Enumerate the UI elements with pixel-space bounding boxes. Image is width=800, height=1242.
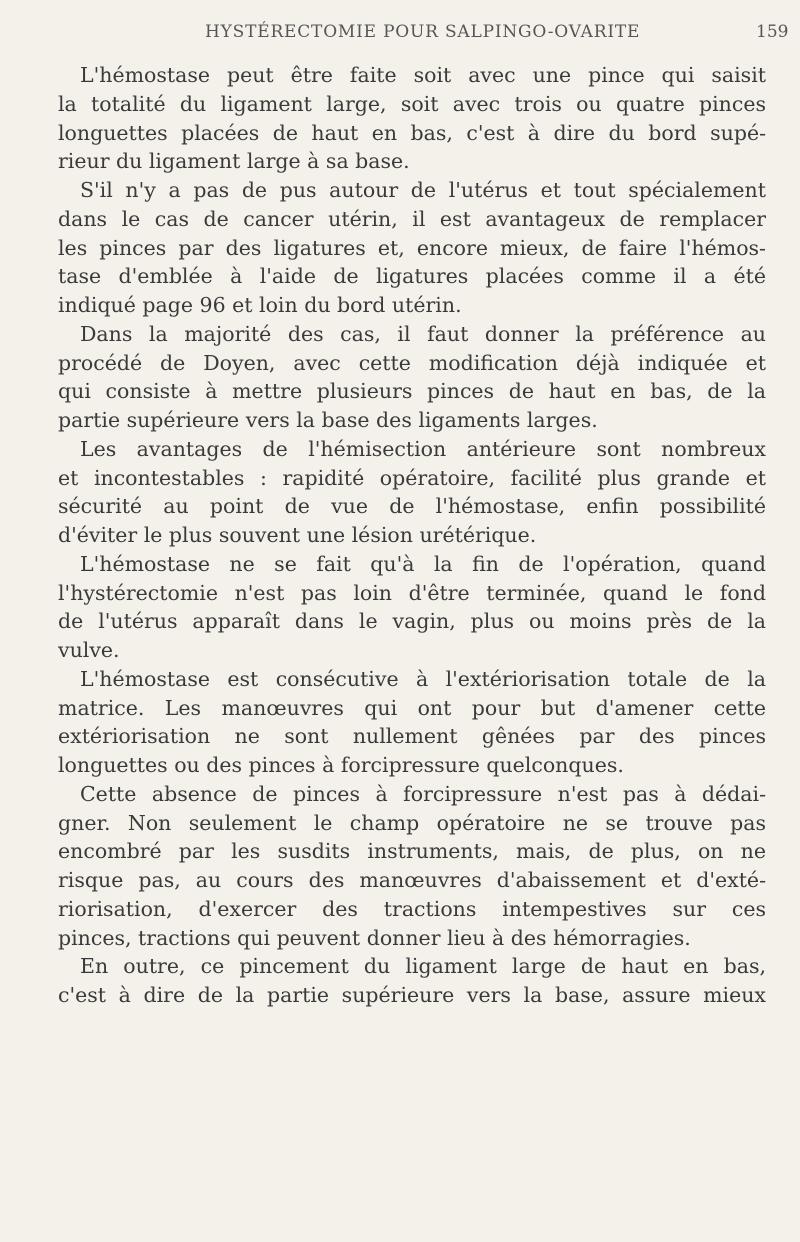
text-line-2: la totalité du ligament large, soit avec trois ou quatre pinces (58, 91, 766, 116)
text-line-29: risque pas, au cours des manœuvres d'abaissement et d'exté- (58, 868, 766, 892)
text-line-21: vulve. (58, 638, 120, 662)
text-line-26: Cette absence de pinces à forcipressure n'est pas à dédai- (80, 781, 766, 806)
text-line-33: c'est à dire de la partie supérieure vers la base, assure mieux (58, 983, 766, 1007)
text-line-18: L'hémostase ne se fait qu'à la fin de l'opération, quand (80, 551, 766, 576)
text-line-16: sécurité au point de vue de l'hémostase, enfin possibilité (58, 494, 766, 519)
text-line-11: procédé de Doyen, avec cette modification déjà indiquée et (58, 350, 766, 375)
text-line-12: qui consiste à mettre plusieurs pinces de haut en bas, de la (58, 379, 766, 404)
text-line-14: Les avantages de l'hémisection antérieure sont nombreux (80, 436, 766, 461)
text-line-25: longuettes ou des pinces à forcipressure quelconques. (58, 753, 624, 777)
running-head (0, 22, 800, 46)
text-line-30: riorisation, d'exercer des tractions intempestives sur ces (58, 896, 766, 921)
text-line-15: et incontestables : rapidité opératoire, facilité plus grande et (58, 465, 766, 490)
text-line-7: les pinces par des ligatures et, encore mieux, de faire l'hémos- (58, 235, 766, 260)
text-line-5: S'il n'y a pas de pus autour de l'utérus et tout spécialement (80, 178, 766, 202)
text-line-13: partie supérieure vers la base des ligaments larges. (58, 408, 598, 432)
text-line-1: L'hémostase peut être faite soit avec une pince qui saisit (80, 63, 766, 87)
text-line-24: extériorisation ne sont nullement gênées par des pinces (58, 724, 766, 749)
text-line-3: longuettes placées de haut en bas, c'est à dire du bord supé- (58, 120, 766, 145)
text-line-8: tase d'emblée à l'aide de ligatures placées comme il a été (58, 264, 766, 289)
text-line-27: gner. Non seulement le champ opératoire ne se trouve pas (58, 810, 766, 835)
running-title: HYSTÉRECTOMIE POUR SALPINGO-OVARITE (205, 22, 641, 42)
text-line-6: dans le cas de cancer utérin, il est avantageux de remplacer (58, 206, 766, 231)
text-line-31: pinces, tractions qui peuvent donner lieu à des hémorragies. (58, 925, 691, 950)
text-line-22: L'hémostase est consécutive à l'extériorisation totale de la (80, 666, 766, 691)
text-line-10: Dans la majorité des cas, il faut donner la préférence au (80, 321, 766, 346)
text-line-19: l'hystérectomie n'est pas loin d'être terminée, quand le fond (58, 580, 766, 605)
text-line-9: indiqué page 96 et loin du bord utérin. (58, 293, 462, 317)
text-line-32: En outre, ce pincement du ligament large de haut en bas, (80, 954, 766, 979)
text-line-4: rieur du ligament large à sa base. (58, 149, 410, 174)
text-line-23: matrice. Les manœuvres qui ont pour but d'amener cette (58, 695, 766, 720)
text-line-20: de l'utérus apparaît dans le vagin, plus ou moins près de la (58, 609, 766, 634)
body-text (58, 61, 766, 1010)
page-number: 159 (756, 22, 789, 42)
text-line-28: encombré par les susdits instruments, mais, de plus, on ne (58, 839, 766, 864)
text-line-17: d'éviter le plus souvent une lésion urétérique. (58, 523, 537, 547)
